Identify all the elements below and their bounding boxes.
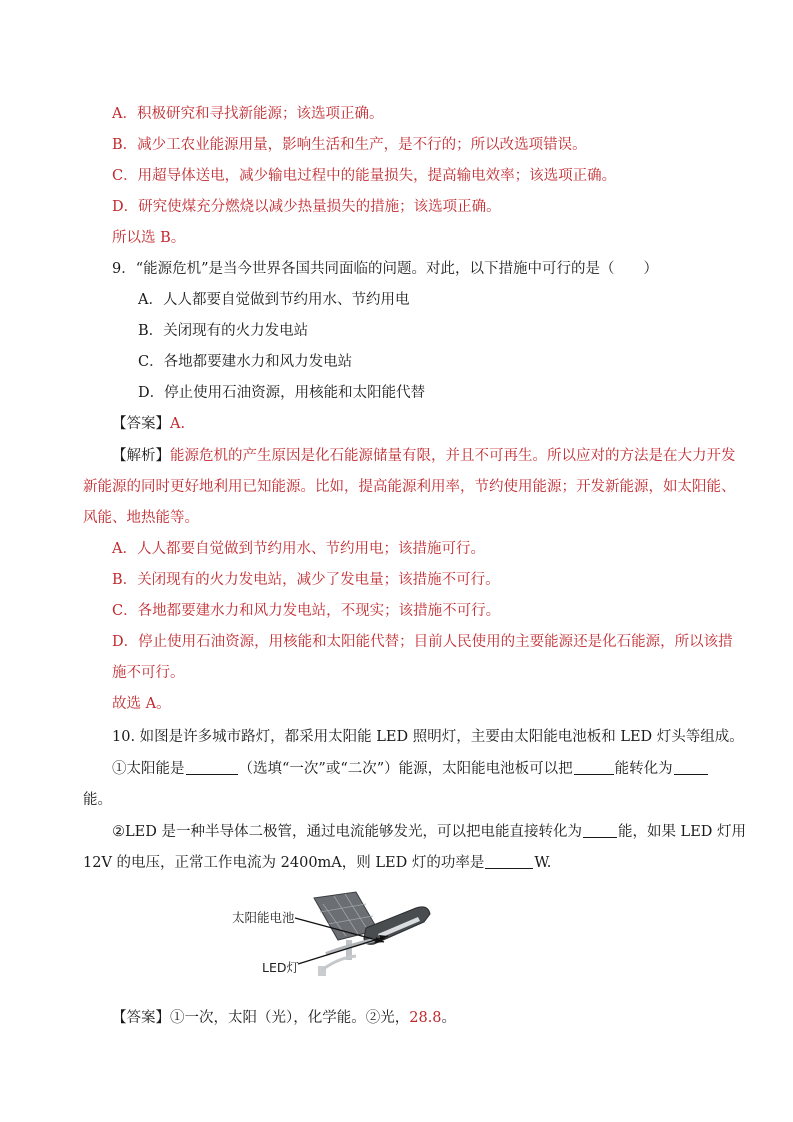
q9-analysis-line-1 xyxy=(112,446,736,466)
q10-blank-3 xyxy=(674,760,708,775)
q10-answer xyxy=(112,1008,456,1028)
q9-answer-value: A. xyxy=(170,416,186,432)
q10-part1-text-b: （选填“一次”或“二次”）能源，太阳能电池板可以把 xyxy=(238,761,573,777)
q10-answer-number: 28.8 xyxy=(409,1010,442,1026)
q9-explanation-d-line-2: 施不可行。 xyxy=(112,665,185,681)
q9-answer-tag: 【答案】 xyxy=(112,416,170,432)
q9-explanation-a: A．人人都要自觉做到节约用水、节约用电；该措施可行。 xyxy=(112,541,485,557)
q10-part1-end: 能。 xyxy=(83,792,112,808)
q10-blank-4 xyxy=(583,823,617,838)
figure-label-led-lamp: LED灯 xyxy=(262,960,299,975)
q10-part3-text-a: 12V 的电压，正常工作电流为 2400mA，则 LED 灯的功率是 xyxy=(83,855,485,871)
q10-part3-text-b: W. xyxy=(534,855,552,871)
q9-option-c: C．各地都要建水力和风力发电站 xyxy=(138,354,353,370)
prev-conclusion: 所以选 B。 xyxy=(112,230,186,246)
q10-blank-5 xyxy=(485,854,533,869)
q10-blank-2 xyxy=(574,760,614,775)
q10-stem: 10. 如图是许多城市路灯，都采用太阳能 LED 照明灯，主要由太阳能电池板和 LED 灯头等组成。 xyxy=(112,729,744,745)
q9-option-a: A．人人都要自觉做到节约用水、节约用电 xyxy=(138,292,410,308)
prev-option-a-explanation: A．积极研究和寻找新能源；该选项正确。 xyxy=(112,106,384,122)
q10-part1-line xyxy=(112,759,709,779)
q10-part2-text-a: ②LED 是一种半导体二极管，通过电流能够发光，可以把电能直接转化为 xyxy=(112,824,582,840)
q9-analysis-line-3: 风能、地热能等。 xyxy=(83,510,199,526)
q9-analysis-text-1: 能源危机的产生原因是化石能源储量有限，并且不可再生。所以应对的方法是在大力开发 xyxy=(170,448,736,464)
q10-answer-text: ①一次，太阳（光），化学能。②光， xyxy=(170,1010,410,1026)
prev-option-c-explanation: C．用超导体送电，减少输电过程中的能量损失，提高输电效率；该选项正确。 xyxy=(112,168,617,184)
q10-part3-line xyxy=(83,853,551,873)
q9-analysis-line-2: 新能源的同时更好地利用已知能源。比如，提高能源利用率，节约使用能源；开发新能源，如太阳能、 xyxy=(83,479,736,495)
solar-street-light-illustration xyxy=(228,890,438,985)
q9-option-b: B．关闭现有的火力发电站 xyxy=(138,323,309,339)
q10-part1-text-c: 能转化为 xyxy=(614,761,673,777)
q10-part1-text-a: ①太阳能是 xyxy=(112,761,185,777)
q9-explanation-b: B．关闭现有的火力发电站，减少了发电量；该措施不可行。 xyxy=(112,572,500,588)
prev-option-b-explanation: B．减少工农业能源用量，影响生活和生产，是不行的；所以改选项错误。 xyxy=(112,137,587,153)
q9-stem: 9．“能源危机”是当今世界各国共同面临的问题。对此，以下措施中可行的是（ ） xyxy=(112,261,659,277)
q9-explanation-d-line-1: D．停止使用石油资源，用核能和太阳能代替；目前人民使用的主要能源还是化石能源，所以该措 xyxy=(112,634,733,650)
q10-answer-tag: 【答案】 xyxy=(112,1010,170,1026)
prev-option-d-explanation: D．研究使煤充分燃烧以减少热量损失的措施；该选项正确。 xyxy=(112,199,501,215)
q10-part2-line xyxy=(112,822,746,842)
q9-explanation-c: C．各地都要建水力和风力发电站，不现实；该措施不可行。 xyxy=(112,603,501,619)
q10-blank-1 xyxy=(186,760,238,775)
q9-option-d: D．停止使用石油资源，用核能和太阳能代替 xyxy=(138,385,426,401)
q9-conclusion: 故选 A。 xyxy=(112,696,171,712)
q9-analysis-tag: 【解析】 xyxy=(112,448,170,464)
q10-answer-end: 。 xyxy=(441,1010,457,1026)
q10-part2-text-b: 能，如果 LED 灯用 xyxy=(617,824,747,840)
figure-label-solar-panel: 太阳能电池 xyxy=(232,910,295,925)
q9-answer xyxy=(112,414,185,434)
solar-street-light-figure xyxy=(228,890,438,985)
